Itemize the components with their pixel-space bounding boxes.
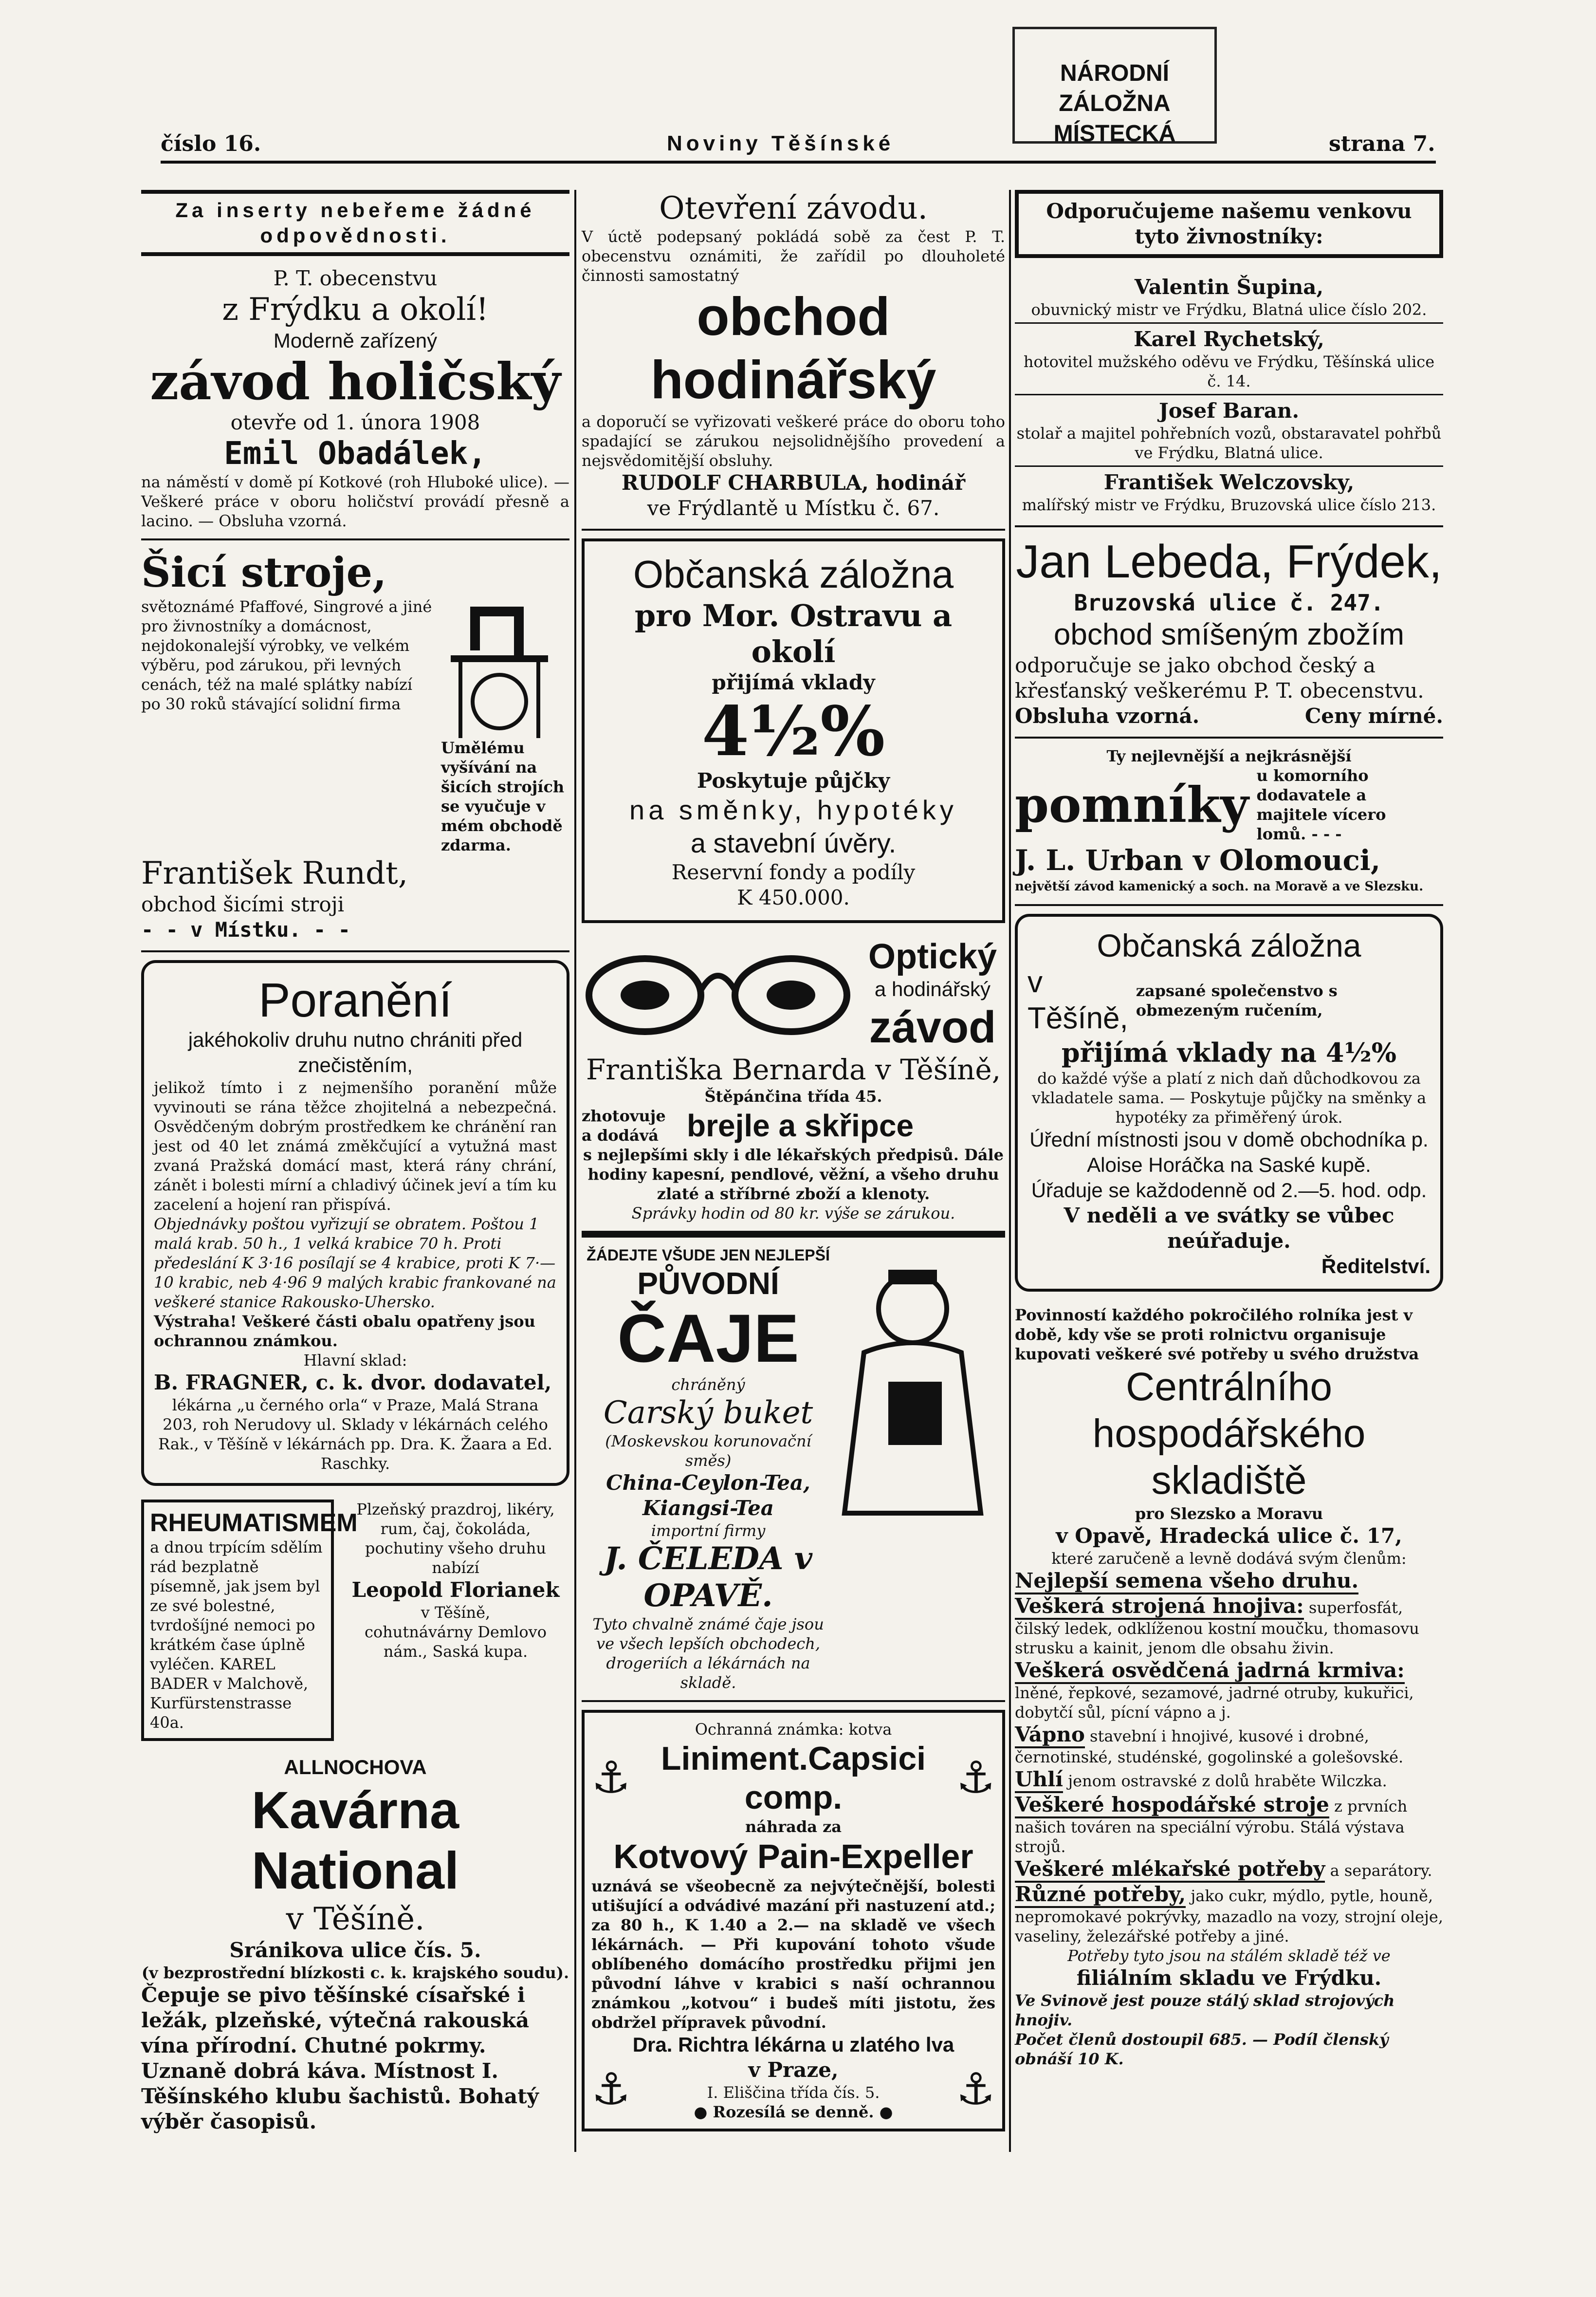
product-heading: Různé potřeby,: [1015, 1882, 1186, 1908]
anchor-icon: ⚓: [956, 1752, 995, 1803]
product-heading: Veškeré mlékařské potřeby: [1015, 1857, 1325, 1883]
tradesman-details: malířský mistr ve Frýdku, Bruzovská ulice číslo 213.: [1022, 496, 1436, 514]
ostrava-bank-line-5: na směnky, hypotéky: [629, 795, 957, 825]
anchor-icon: ⚓: [591, 1752, 631, 1803]
optician-line-2: a hodinářský: [874, 978, 991, 1000]
lebeda-footer: [1015, 704, 1443, 729]
column-divider-2: [1009, 190, 1011, 2152]
tea-brand: Carský buket: [603, 1395, 813, 1431]
watchmaker-place: ve Frýdlantě u Místku č. 67.: [647, 496, 940, 520]
tradesman-details: obuvnický mistr ve Frýdku, Blatná ulice číslo 202.: [1031, 300, 1427, 319]
product-details: superfosfát, čilský ledek, odklíženou kostní moučku, thomasovu strusku a kainit, jenom dle obsahu živin.: [1015, 1598, 1419, 1657]
tea-varieties: China-Ceylon-Tea, Kiangsi-Tea: [606, 1471, 810, 1520]
list-item: [1015, 1856, 1443, 1882]
ostrava-bank-amount: K 450.000.: [737, 886, 850, 909]
sewing-place: - - v Místku. - -: [141, 918, 350, 942]
sewing-ad: [141, 548, 569, 943]
monument-firm: J. L. Urban v Olomouci,: [1015, 844, 1381, 877]
lebeda-name: Jan Lebeda, Frýdek,: [1016, 536, 1442, 588]
barber-text: na náměstí v domě pí Kotkové (roh Hluboké ulice). — Veškeré práce v oboru holičství provádí přesně a lacino. — Obsluha vzorná.: [141, 473, 569, 530]
divider: [1015, 904, 1443, 906]
beer-ad: [342, 1500, 569, 1755]
list-item: [1015, 1568, 1443, 1593]
list-item: [1015, 324, 1443, 395]
watchmaker-name: RUDOLF CHARBULA, hodinář: [621, 471, 966, 495]
monument-note: největší závod kamenický a soch. na Moravě a ve Slezsku.: [1015, 879, 1424, 894]
rheumatism-ad: [141, 1500, 358, 1741]
sewing-title: Šicí stroje,: [141, 548, 387, 596]
divider: [141, 950, 569, 952]
ostrava-bank-title: Občanská záložna: [633, 553, 954, 596]
list-item: [1015, 1593, 1443, 1658]
optician-line-1: Optický: [868, 937, 997, 976]
list-item: [1015, 467, 1443, 518]
divider: [582, 529, 1005, 531]
column-1: [141, 190, 569, 2134]
tea-line-2: PŮVODNÍ: [637, 1266, 779, 1301]
optician-name: Františka Bernarda v Těšíně,: [586, 1053, 1001, 1086]
monument-side: u komorního dodavatele a majitele vícero lomů. - - -: [1256, 766, 1386, 843]
product-details: a separátory.: [1330, 1861, 1432, 1880]
wound-warning: Výstraha! Veškeré části obalu opatřeny jsou ochrannou známkou.: [154, 1312, 535, 1350]
central-region: pro Slezsko a Moravu: [1135, 1504, 1323, 1523]
liniment-ad: [582, 1710, 1005, 2131]
rheumatism-text: a dnou trpícím sdělím rád bezplatně písemně, jak jsem byl ze své bolestné, tvrdošíjné nemoci po krátkém čase úplně vyléčen. KAREL BADER v Malchově, Kurfürstenstrasse 40a.: [150, 1538, 323, 1732]
wound-address: lékárna „u černého orla“ v Praze, Malá Strana 203, roh Nerudovy ul. Sklady v lékárnách celého Rak., v Těšíně v lékárnách pp. Dra. K. Žaara a Ed. Raschky.: [158, 1396, 552, 1473]
monument-headline: pomníky: [1015, 776, 1249, 834]
teschen-bank-hours: Úřaduje se každodenně od 2.—5. hod. odp.: [1031, 1179, 1427, 1202]
teschen-bank-signature: Ředitelství.: [1321, 1255, 1431, 1278]
lebeda-text: odporučuje se jako obchod český a křesťanský veškerému P. T. obecenstvu.: [1015, 653, 1424, 703]
product-heading: Veškerá osvědčená jadrná krmiva:: [1015, 1658, 1405, 1684]
central-intro-2: které zaručeně a levně dodává svým členům:: [1051, 1549, 1407, 1568]
recommendations-list: [1015, 272, 1443, 518]
column-divider-1: [574, 190, 576, 2152]
stamp-line-1: NÁRODNÍ ZÁLOŽNA: [1059, 60, 1171, 116]
lebeda-address: Bruzovská ulice č. 247.: [1074, 590, 1384, 616]
monument-ad: [1015, 746, 1443, 896]
optician-address: Štěpánčina třída 45.: [704, 1087, 882, 1106]
product-heading: Nejlepší semena všeho druhu.: [1015, 1569, 1358, 1594]
barber-line-2: z Frýdku a okolí!: [222, 292, 489, 328]
monument-line-1: Ty nejlevnější a nejkrásnější: [1106, 747, 1352, 765]
list-item: [1015, 272, 1443, 324]
tea-firm: J. ČELEDA v OPAVĚ.: [604, 1540, 812, 1614]
optician-ad: [582, 937, 1005, 1223]
beer-address: cohutnávárny Demlovo nám., Saská kupa.: [364, 1623, 547, 1661]
central-footer-4: Počet členů dostoupil 685. — Podíl členský obnáší 10 K.: [1015, 2030, 1389, 2068]
beer-name: Leopold Florianek: [351, 1578, 560, 1602]
sewing-firm: František Rundt,: [141, 855, 408, 891]
lebeda-service: Obsluha vzorná.: [1015, 704, 1200, 728]
beer-text: Plzeňský prazdroj, likéry, rum, čaj, čokoláda, pochutiny všeho druhu nabízí: [356, 1500, 555, 1577]
tradesman-name: Josef Baran.: [1158, 399, 1300, 423]
liniment-trademark: Ochranná známka: kotva: [695, 1720, 892, 1739]
sewing-side-text: Umělému vyšívání na šicích strojích se vyučuje v mém obchodě zdarma.: [441, 739, 565, 854]
cafe-text: Čepuje se pivo těšínské císařské i ležák, plzeňské, výtečná rakouská vína přírodní. Chutné pokrmy. Uznaně dobrá káva. Místnost I. Těšínského klubu šachistů. Bohatý výběr časopisů.: [141, 1983, 539, 2133]
header-rule: [161, 161, 1436, 164]
teschen-bank-ad: [1015, 914, 1443, 1292]
ostrava-bank-reserve: Reservní fondy a podíly: [671, 860, 916, 884]
divider: [141, 538, 569, 540]
cafe-line-1: ALLNOCHOVA: [284, 1756, 427, 1778]
tradesman-name: Karel Rychetský,: [1134, 327, 1324, 351]
barber-opening: otevře od 1. února 1908: [230, 410, 480, 434]
recommendations-heading: Odporučujeme našemu venkovu tyto živnostníky:: [1015, 190, 1443, 258]
product-details: lněné, řepkové, sezamové, jadrné otruby, kukuřici, dobytčí sůl, pícní vápno a j.: [1015, 1684, 1414, 1722]
wound-depot: Hlavní sklad:: [303, 1351, 407, 1370]
optician-headline: brejle a skřipce: [687, 1108, 914, 1143]
rheumatism-title: RHEUMATISMEM: [150, 1509, 358, 1537]
product-details: stavební i hnojivé, kusové i drobné, černotinské, studénské, gogolinské a golešovské.: [1015, 1727, 1404, 1766]
tea-ad: [582, 1245, 1005, 1692]
wound-ad: [141, 960, 569, 1486]
divider: [582, 1700, 1005, 1702]
column-2: [582, 190, 1005, 2145]
product-details: jenom ostravské z dolů hraběte Wilczka.: [1068, 1772, 1387, 1790]
cafe-place: v Těšíně.: [286, 1901, 425, 1937]
wound-firm: B. FRAGNER, c. k. dvor. dodavatel,: [154, 1371, 552, 1394]
teschen-bank-text: do každé výše a platí z nich daň důchodkovou za vkladatele sama. — Poskytuje půjčky na směnky a hypotéky za přiměřený úrok.: [1031, 1069, 1427, 1127]
central-footer-2: filiálním skladu ve Frýdku.: [1076, 1966, 1382, 1990]
watchmaker-intro: V úctě podepsaný pokládá sobě za čest P. T. obecenstvu oznámiti, že zařídil po dlouholeté činnosti samostatný: [582, 227, 1005, 285]
watchmaker-headline: obchod hodinářský: [650, 287, 936, 410]
central-address: v Opavě, Hradecká ulice č. 17,: [1056, 1524, 1402, 1548]
watchmaker-title: Otevření závodu.: [659, 190, 928, 226]
teschen-bank-side: zapsané společenstvo s obmezeným ručením,: [1136, 982, 1338, 1019]
optician-side: zhotovuje a dodává: [582, 1107, 666, 1145]
ostrava-bank-loans: Poskytuje půjčky: [697, 769, 890, 793]
cafe-location: (v bezprostřední blízkosti c. k. krajského soudu).: [141, 1964, 569, 1982]
list-item: [1015, 1882, 1443, 1946]
product-heading: Veškerá strojená hnojiva:: [1015, 1594, 1304, 1620]
lebeda-ad: [1015, 535, 1443, 729]
list-item: [1015, 395, 1443, 467]
tea-line-6: (Moskevskou korunovační směs): [605, 1432, 811, 1470]
ostrava-bank-line-6: a stavební úvěry.: [690, 828, 897, 858]
liniment-text: uznává se všeobecně za nejvýtečnější, bolesti utišující a odvádivé mazání při nastuzení atd.; za 80 h., K 1.40 a 2.— na skladě ve všech lékárnách. — Při kupování tohoto všude oblíbeného domácího prostředku přijmi jen původní láhve v krabici s naší ochrannou známkou „kotvou“ i budeš míti jistotu, žes obdržel přípravek původní.: [591, 1877, 995, 2032]
tradesman-details: stolař a majitel pohřebních vozů, obstaravatel pohřbů ve Frýdku, Blatná ulice.: [1016, 424, 1442, 462]
beer-place: v Těšíně,: [421, 1603, 491, 1622]
liniment-place: v Praze,: [748, 2058, 839, 2082]
teschen-bank-place: v Těšíně,: [1027, 965, 1128, 1035]
wound-order: Objednávky poštou vyřizují se obratem. Poštou 1 malá krab. 50 h., 1 velká krabice 70 h. Proti předeslání K 3·16 posílají se 4 krabice, proti K 7·— 10 krabic, neb 4·96 9 malých krabic frankované na veškeré stanice Rakousko-Uhersko.: [154, 1215, 556, 1311]
liniment-address: I. Eliščina třída čís. 5.: [707, 2083, 880, 2102]
watchmaker-ad: [582, 190, 1005, 521]
central-depot-ad: [1015, 1305, 1443, 2069]
tea-figure-illustration: [835, 1255, 991, 1528]
teschen-bank-office: Úřední místnosti jsou v domě obchodníka p. Aloise Horáčka na Saské kupě.: [1029, 1128, 1429, 1176]
product-details: z prvních našich továren na speciální výrobu. Stálá výstava strojů.: [1015, 1797, 1408, 1856]
tea-line-4: chráněný: [671, 1375, 745, 1394]
divider: [1015, 525, 1443, 527]
cafe-name: Kavárna National: [251, 1780, 459, 1900]
liniment-title: Liniment.Capsici comp.: [660, 1740, 926, 1816]
column-3: [1015, 190, 1443, 2069]
barber-name: Emil Obadálek,: [224, 436, 487, 472]
product-heading: Vápno: [1015, 1723, 1085, 1748]
anchor-icon: ⚓: [956, 2064, 995, 2115]
watchmaker-text: a doporučí se vyřizovati veškeré práce do oboru toho spadající se zárukou nejsolidnějšího provedení a nejsvědomitější obsluhy.: [582, 412, 1005, 470]
page-number: strana 7.: [1329, 131, 1435, 156]
barber-headline: závod holičský: [150, 352, 561, 411]
ostrava-bank-rate: 4½%: [701, 692, 885, 772]
ostrava-bank-subtitle: pro Mor. Ostravu a okolí: [634, 598, 953, 669]
wound-text: jelikož tímto i z nejmenšího poranění může vyvinouti se rána těžce zhojitelná a nebezpečná. Osvědčeným dobrým prostředkem ke chránění ran jest od 40 let známá změkčující a vytužná mast zvaná Pražská domácí mast, která rány chrání, zánět i bolesti mírní a chladivý účinek jeví a tím ku zacelení a hojení ran přispívá.: [154, 1078, 557, 1214]
list-item: [1015, 1767, 1443, 1792]
lebeda-shop: obchod smíšeným zbožím: [1053, 618, 1405, 651]
teschen-bank-deposits: přijímá vklady na 4½%: [1061, 1037, 1397, 1068]
sewing-machine-icon: [441, 597, 558, 738]
tea-line-8: importní firmy: [651, 1521, 766, 1540]
issue-number: číslo 16.: [161, 131, 261, 156]
liniment-replacement: náhrada za: [745, 1817, 842, 1836]
lebeda-prices: Ceny mírné.: [1304, 704, 1443, 728]
tradesman-name: Valentin Šupina,: [1134, 275, 1324, 299]
tea-line-1: ŽÁDEJTE VŠUDE JEN NEJLEPŠÍ: [587, 1246, 830, 1264]
central-headline: Centrálního hospodářského skladiště: [1092, 1365, 1366, 1502]
sewing-shop: obchod šicími stroji: [141, 892, 345, 916]
list-item: [1015, 1658, 1443, 1722]
list-item: [1015, 1792, 1443, 1856]
product-heading: Uhlí: [1015, 1767, 1063, 1793]
teschen-bank-sunday: V neděli a ve svátky se vůbec neúřaduje.: [1064, 1204, 1394, 1253]
liniment-subtitle: Kotvový Pain-Expeller: [613, 1837, 973, 1875]
liniment-firm: Dra. Richtra lékárna u zlatého lva: [632, 2033, 954, 2056]
wound-subtitle: jakéhokoliv druhu nutno chrániti před znečistěním,: [188, 1028, 523, 1076]
product-heading: Veškeré hospodářské stroje: [1015, 1793, 1329, 1818]
spectacles-icon: [582, 937, 854, 1044]
disclaimer-notice: Za inserty nebeřeme žádné odpovědnosti.: [141, 190, 569, 256]
stamp-line-2: MÍSTECKÁ: [1053, 121, 1176, 147]
tradesman-details: hotovitel mužského oděvu ve Frýdku, Těšínská ulice č. 14.: [1023, 352, 1435, 390]
small-ads-row: [141, 1500, 569, 1755]
sewing-side: [441, 597, 568, 855]
divider: [582, 1231, 1005, 1238]
list-item: [1015, 1722, 1443, 1767]
central-footer-1: Potřeby tyto jsou na stálém skladě též ve: [1067, 1946, 1391, 1965]
tradesman-name: František Welczovsky,: [1103, 470, 1355, 494]
sewing-text: světoznámé Pfaffové, Singrové a jiné pro živnostníky a domácnost, nejdokonalejší výrobky, ve velkém výběru, pod zárukou, při levných cenách, též na malé splátky nabízí po 30 roků stávající solidní firma: [141, 597, 432, 713]
barber-ad: [141, 266, 569, 531]
central-footer-3: Ve Svinově jest pouze stálý sklad strojových hnojiv.: [1015, 1991, 1395, 2029]
newspaper-title: Noviny Těšínské: [667, 131, 895, 155]
ostrava-bank-ad: [582, 538, 1005, 923]
anchor-icon: ⚓: [591, 2064, 631, 2115]
cafe-street: Sránikova ulice čís. 5.: [229, 1938, 481, 1962]
divider: [1015, 737, 1443, 739]
barber-line-3: Moderně zařízený: [273, 329, 438, 352]
teschen-bank-title: Občanská záložna: [1097, 927, 1361, 963]
product-details: jako cukr, mýdlo, pytle, houně, nepromokavé pokrývky, mazadlo na vozy, strojní oleje, vaseliny, železářské potřeby a jiné.: [1015, 1887, 1444, 1945]
tea-note: Tyto chvalně známé čaje jsou ve všech lepších obchodech, drogeriích a lékárnách na skladě.: [592, 1615, 824, 1692]
wound-title: Poranění: [258, 973, 452, 1027]
optician-line-3: závod: [869, 1002, 996, 1052]
tea-headline: ČAJE: [617, 1300, 799, 1376]
optician-note: Správky hodin od 80 kr. výše se zárukou.: [631, 1204, 955, 1223]
central-intro: Povinností každého pokročilého rolníka jest v době, kdy vše se proti rolnictvu organisuje kupovati veškeré své potřeby u svého družstva: [1015, 1306, 1419, 1363]
barber-line-1: P. T. obecenstvu: [273, 266, 438, 290]
optician-text: s nejlepšími skly i dle lékařských předpisů. Dále hodiny kapesní, pendlové, věžní, a všeho druhu zlaté a stříbrné zboží a klenoty.: [583, 1146, 1004, 1203]
library-stamp: [1012, 27, 1217, 147]
ostrava-bank-deposits: přijímá vklady: [712, 670, 875, 694]
cafe-ad: [141, 1755, 569, 2134]
liniment-shipping: ● Rozesílá se denně. ●: [694, 2103, 893, 2121]
